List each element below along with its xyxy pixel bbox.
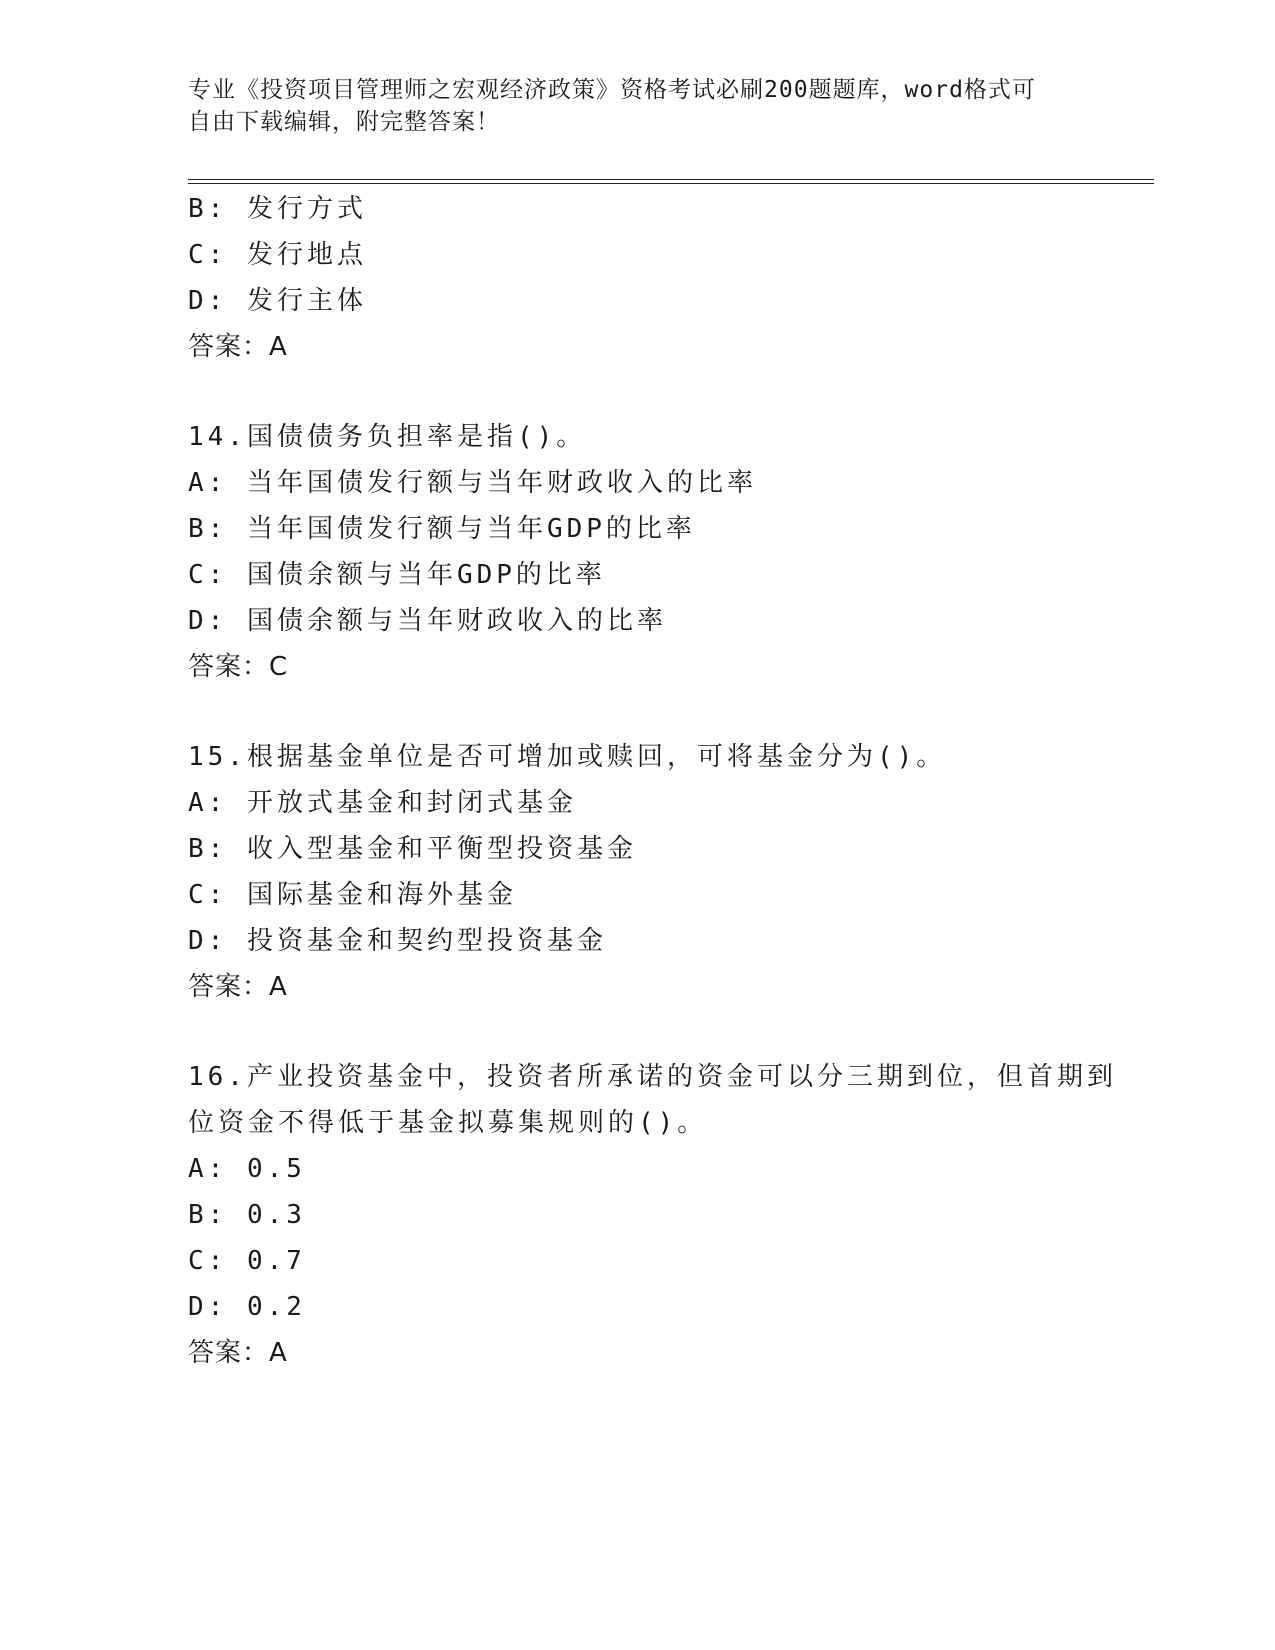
option-b: B: 发行方式 — [188, 194, 367, 224]
header-divider-bottom — [188, 183, 1154, 184]
question-13-continued — [188, 186, 1088, 370]
option-d: D: 投资基金和契约型投资基金 — [188, 926, 607, 956]
spacer — [188, 690, 1088, 734]
header-divider-top — [188, 179, 1154, 180]
option-d: D: 0.2 — [188, 1292, 306, 1322]
option-a: A: 开放式基金和封闭式基金 — [188, 788, 577, 818]
question-text-line-2: 位资金不得低于基金拟募集规则的()。 — [188, 1108, 708, 1138]
question-text: 15.根据基金单位是否可增加或赎回，可将基金分为()。 — [188, 742, 947, 772]
option-b: B: 0.3 — [188, 1200, 306, 1230]
question-text-line-1: 16.产业投资基金中，投资者所承诺的资金可以分三期到位，但首期到 — [188, 1062, 1117, 1092]
spacer — [188, 370, 1088, 414]
spacer — [188, 1010, 1088, 1054]
option-b: B: 当年国债发行额与当年GDP的比率 — [188, 514, 696, 544]
option-a: A: 当年国债发行额与当年财政收入的比率 — [188, 468, 757, 498]
option-d: D: 国债余额与当年财政收入的比率 — [188, 606, 667, 636]
option-c: C: 发行地点 — [188, 240, 367, 270]
answer-line: 答案：C — [188, 652, 289, 682]
option-d: D: 发行主体 — [188, 286, 367, 316]
option-c: C: 国际基金和海外基金 — [188, 880, 517, 910]
question-text: 14.国债债务负担率是指()。 — [188, 422, 587, 452]
option-a: A: 0.5 — [188, 1154, 306, 1184]
header-line-2: 自由下载编辑，附完整答案！ — [188, 109, 500, 135]
document-header — [188, 74, 1088, 138]
option-c: C: 0.7 — [188, 1246, 306, 1276]
answer-line: 答案：A — [188, 972, 288, 1002]
option-c: C: 国债余额与当年GDP的比率 — [188, 560, 606, 590]
option-b: B: 收入型基金和平衡型投资基金 — [188, 834, 637, 864]
question-15 — [188, 734, 1088, 1010]
question-14 — [188, 414, 1088, 690]
answer-line: 答案：A — [188, 332, 288, 362]
header-line-1: 专业《投资项目管理师之宏观经济政策》资格考试必刷200题题库，word格式可 — [188, 77, 1036, 103]
question-list — [188, 186, 1117, 1376]
answer-line: 答案：A — [188, 1338, 288, 1368]
question-16 — [188, 1054, 1117, 1376]
